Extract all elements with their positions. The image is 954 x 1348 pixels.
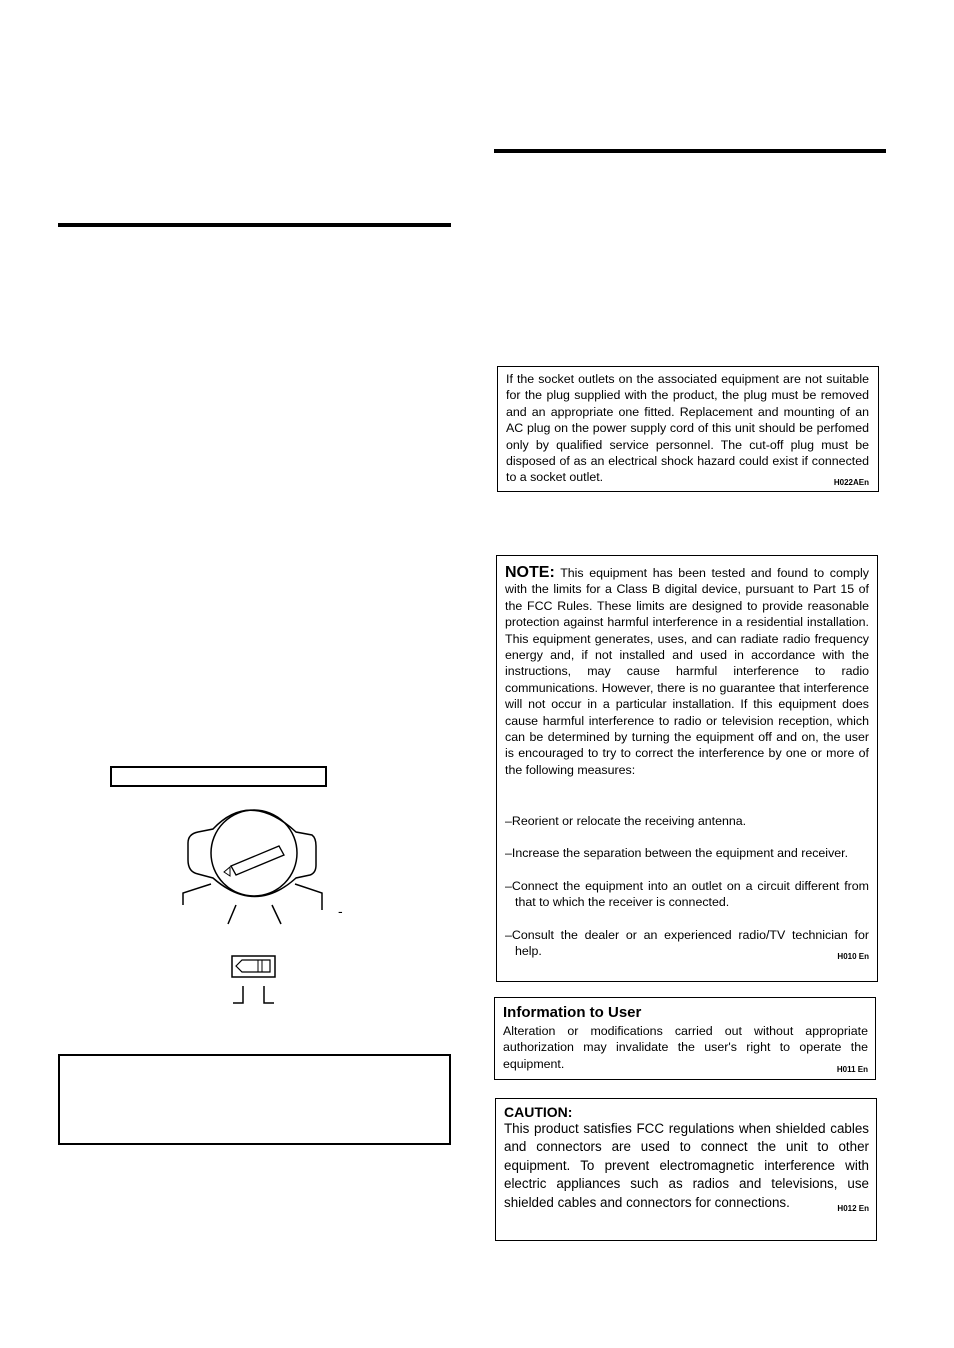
caution-code: H012 En (837, 1203, 869, 1213)
leader-line-bottom-right (272, 905, 281, 924)
list-item: –Consult the dealer or an experienced radio/TV technician for help. H010 En (505, 927, 869, 960)
dial-arrow-icon (224, 867, 230, 876)
slide-switch-body (232, 956, 275, 977)
fcc-note-label: NOTE: (505, 564, 555, 581)
leader-line-left (183, 884, 211, 905)
notice-frame-empty (58, 1054, 451, 1145)
dash-label: - (338, 903, 343, 919)
fcc-note-text: This equipment has been tested and found to comply with the limits for a Class B digital device, pursuant to Part 15 of the FCC Rules. These limits are designed to provide reasonable protection against harmful interference in a residential installation. This equipment generates, uses, and can radiate radio frequency energy and, if not installed and used in accordance with the instructions, may cause harmful interference to radio communications. However, there is no guarantee that interference will not occur in a particular installation. If this equipment does cause harmful interference to radio or television reception, which can be determined by turning the equipment off and on, the user is encouraged to try to correct the interference by one or more of the following measures: (505, 566, 869, 777)
info-user-text: Alteration or modifications carried out without appropriate authorization may invalidate the user's right to operate the equipment. H011 En (503, 1023, 868, 1072)
fcc-note-code: H010 En (837, 952, 869, 962)
list-item: –Connect the equipment into an outlet on a circuit different from that to which the receiver is connected. (505, 878, 869, 910)
plug-notice-code: H022AEn (833, 478, 869, 488)
slide-switch-knob (236, 960, 270, 972)
plug-notice-text: If the socket outlets on the associated equipment are not suitable for the plug supplied with the product, the plug must be removed and an appropriate one fitted. Replacement and mounting of an AC plug on the power supply cord of this unit should be perfomed only by qualified service personnel. The cut-off plug must be disposed of as an electrical shock hazard could exist if connected to a socket outlet. H022AEn (506, 371, 869, 492)
dial-slot (231, 846, 284, 875)
leader-line-right (295, 884, 322, 910)
switch-leader-left (233, 986, 243, 1003)
info-user-title: Information to User (503, 1004, 642, 1021)
caution-text: This product satisfies FCC regulations when shielded cables and connectors are used to connect the unit to other equipment. To prevent electromagnetic interference with electric appliances such as radios and televisions, use shielded cables and connectors for connections. H012 En (504, 1120, 869, 1212)
caution-title: CAUTION: (504, 1104, 573, 1120)
list-item: –Increase the separation between the equipment and receiver. (505, 846, 849, 861)
info-user-code: H011 En (836, 1064, 868, 1074)
dial-inner-circle (211, 810, 297, 896)
leader-line-bottom-left (228, 905, 236, 924)
switch-leader-right (264, 986, 274, 1003)
slide-switch (232, 956, 275, 1003)
list-item: –Reorient or relocate the receiving antenna. (505, 814, 747, 828)
